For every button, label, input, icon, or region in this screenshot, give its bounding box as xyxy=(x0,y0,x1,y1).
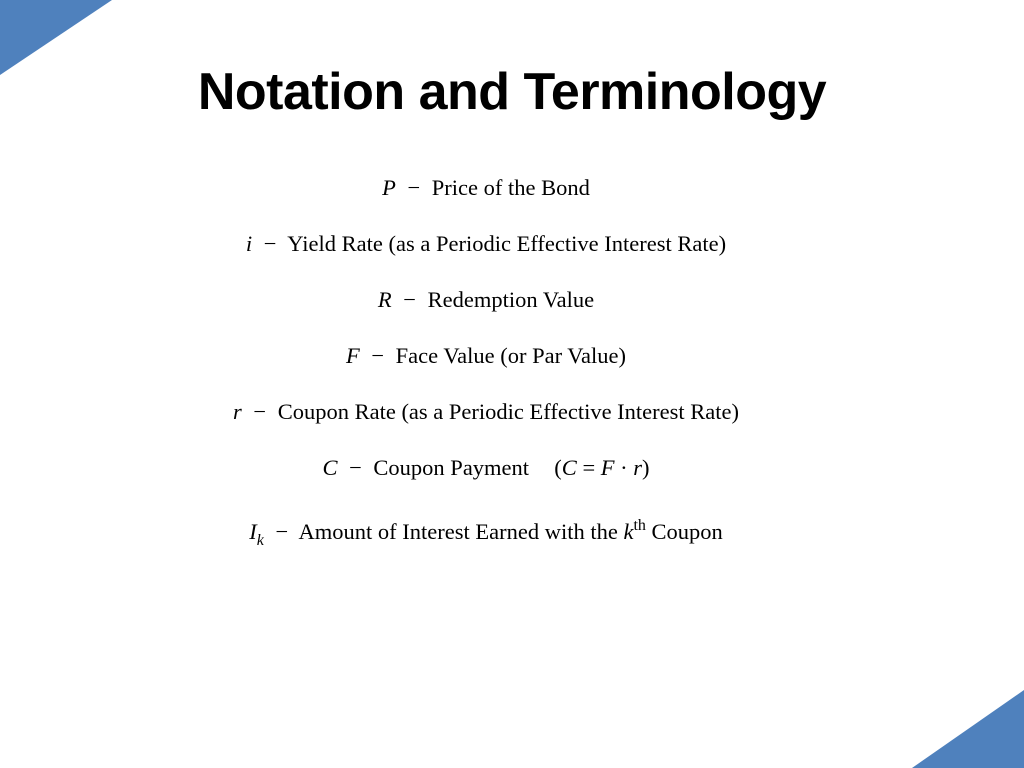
notation-description: Amount of Interest Earned with the xyxy=(298,519,618,544)
formula-equals: = xyxy=(582,455,596,480)
formula-f: F xyxy=(600,455,615,480)
symbol-i-upper: I xyxy=(249,519,257,544)
notation-description: Coupon Rate (as a Periodic Effective Interest Rate) xyxy=(277,399,739,424)
formula-dot: · xyxy=(620,455,628,480)
notation-description-end: Coupon xyxy=(651,519,723,544)
dash: − xyxy=(407,175,421,200)
notation-yield-rate xyxy=(0,226,972,262)
notation-description: Price of the Bond xyxy=(431,175,590,200)
symbol-c: C xyxy=(322,455,338,480)
notation-face-value xyxy=(0,338,972,374)
notation-redemption-value xyxy=(0,282,972,318)
slide-title: Notation and Terminology xyxy=(197,63,827,121)
notation-price xyxy=(0,170,972,206)
dash: − xyxy=(263,231,277,256)
formula-open-paren: ( xyxy=(554,455,562,480)
formula-close-paren: ) xyxy=(642,455,650,480)
dash: − xyxy=(371,343,385,368)
notation-coupon-rate xyxy=(0,394,972,430)
corner-decoration-bottom-right xyxy=(912,690,1024,768)
formula xyxy=(554,455,649,480)
dash: − xyxy=(253,399,267,424)
notation-description: Coupon Payment xyxy=(373,455,530,480)
dash: − xyxy=(349,455,362,480)
dash: − xyxy=(403,287,416,312)
symbol-p: P xyxy=(382,175,396,200)
notation-interest-earned xyxy=(0,508,972,559)
symbol-i: i xyxy=(245,231,253,256)
superscript-th: th xyxy=(633,517,646,534)
notation-description: Redemption Value xyxy=(427,287,595,312)
symbol-r-lower: r xyxy=(232,399,242,424)
dash: − xyxy=(275,519,289,544)
symbol-r-upper: R xyxy=(377,287,392,312)
symbol-k: k xyxy=(623,519,634,544)
symbol-f: F xyxy=(345,343,360,368)
notation-coupon-payment xyxy=(0,450,972,486)
subscript-k: k xyxy=(256,532,264,549)
notation-description: Yield Rate (as a Periodic Effective Interest Rate) xyxy=(287,231,727,256)
notation-description: Face Value (or Par Value) xyxy=(395,343,627,368)
formula-c: C xyxy=(561,455,577,480)
formula-r: r xyxy=(633,455,643,480)
